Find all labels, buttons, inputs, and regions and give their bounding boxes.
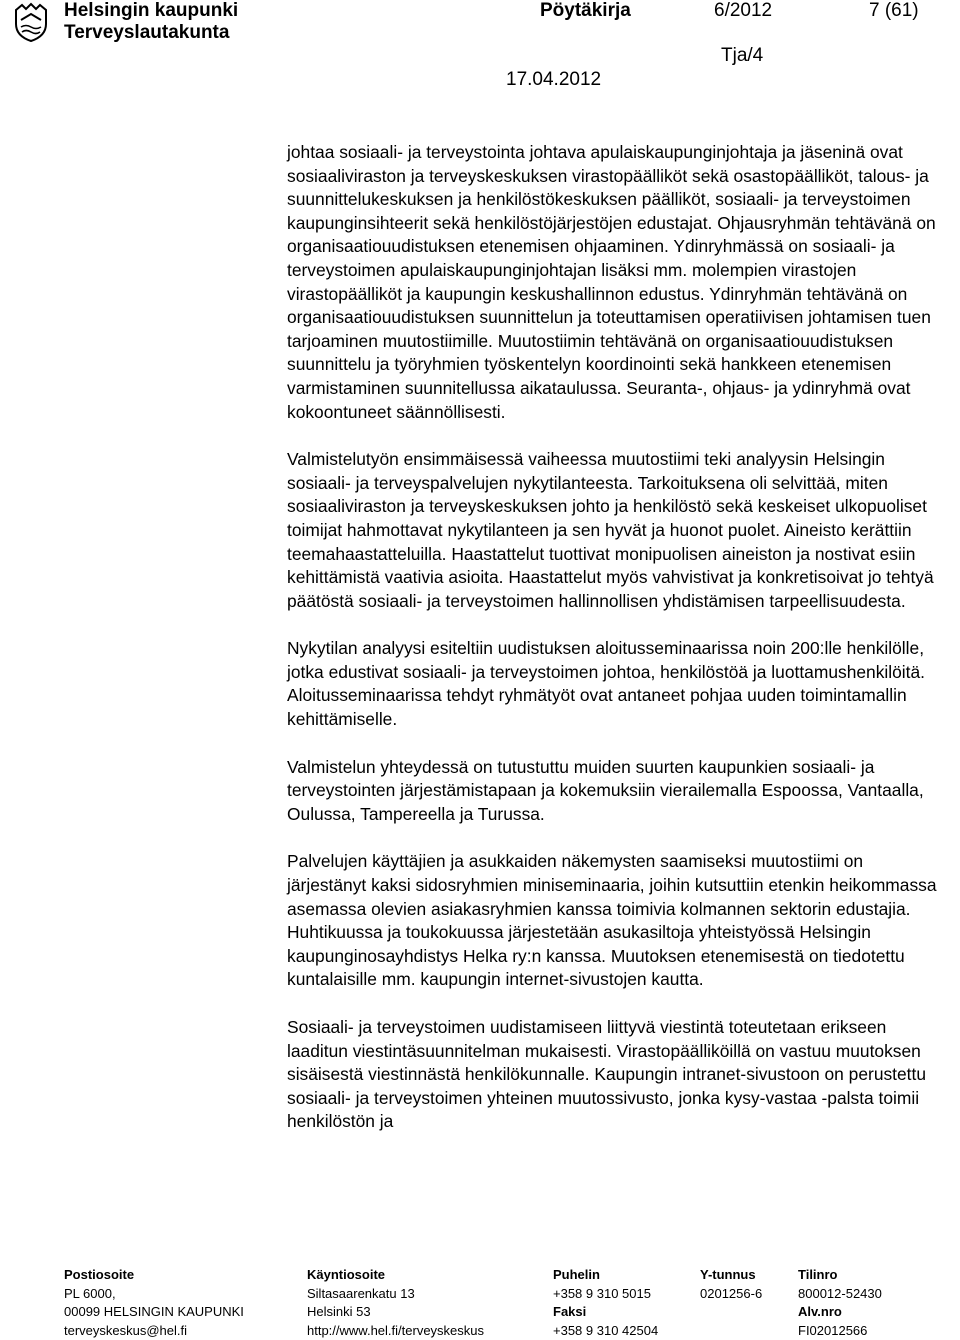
header-section: Tja/4 [721, 45, 763, 67]
footer-phone [553, 1266, 658, 1340]
footer-value: Siltasaarenkatu 13 [307, 1285, 484, 1304]
document-body [287, 141, 947, 1158]
footer-label: Tilinro [798, 1266, 882, 1285]
paragraph: Valmistelun yhteydessä on tutustuttu muiden suurten kaupunkien sosiaali- ja terveystointen järjestämistapaan ja kokemuksiin vierailemalla Espoossa, Vantaalla, Oulussa, Tampereella ja Turussa. [287, 756, 947, 827]
footer-label: Puhelin [553, 1266, 658, 1285]
footer-value: PL 6000, [64, 1285, 244, 1304]
footer-value: Helsinki 53 [307, 1303, 484, 1322]
footer-label: Käyntiosoite [307, 1266, 484, 1285]
paragraph: johtaa sosiaali- ja terveystointa johtava apulaiskaupunginjohtaja ja jäseninä ovat sosiaaliviraston ja terveyskeskuksen virastopäälliköt sekä osastopäälliköt, talous- ja suunnittelukeskuksen ja henkilöstökeskuksen päälliköt, sosiaali- ja terveystoimen kaupunginsihteerit sekä henkilöstöjärjestöjen edustajat. Ohjausryhmän tehtävänä on organisaatiouudistuksen etenemisen ohjaaminen. Ydinryhmässä on sosiaali- ja terveystoimen apulaiskaupunginjohtajan lisäksi mm. molempien virastojen virastopäälliköt ja kaupungin keskushallinnon edustus. Ydinryhmän tehtävänä on organisaatiouudistuksen suunnittelun ja toteuttamisen operatiivisen johtamisen tuen tarjoaminen muutostiimille. Muutostiimin tehtävänä on organisaatiouudistuksen suunnittelu ja työryhmien työskentelyn koordinointi sekä hankkeen etenemisen varmistaminen suunnitellussa aikataulussa. Seuranta-, ohjaus- ja ydinryhmä ovat kokoontuneet säännöllisesti. [287, 141, 947, 424]
header-board: Terveyslautakunta [64, 22, 229, 44]
footer-label: Postiosoite [64, 1266, 244, 1285]
footer-label: Faksi [553, 1303, 658, 1322]
footer-value: 0201256-6 [700, 1285, 762, 1304]
footer-value: 800012-52430 [798, 1285, 882, 1304]
footer-postal-address [64, 1266, 244, 1340]
footer-value: +358 9 310 42504 [553, 1322, 658, 1340]
footer-label: Alv.nro [798, 1303, 882, 1322]
footer-value: +358 9 310 5015 [553, 1285, 658, 1304]
footer-value: FI02012566 [798, 1322, 882, 1340]
paragraph: Nykytilan analyysi esiteltiin uudistuksen aloitusseminaarissa noin 200:lle henkilölle, jotka edustivat sosiaali- ja terveystoimen johtoa, henkilöstöä ja luottamushenkilöitä. Aloitusseminaarissa tehdyt ryhmätyöt ovat antaneet pohjaa uuden toimintamallin kehittämiselle. [287, 637, 947, 731]
footer-email: terveyskeskus@hel.fi [64, 1322, 244, 1340]
paragraph: Valmistelutyön ensimmäisessä vaiheessa muutostiimi teki analyysin Helsingin sosiaali- ja terveyspalvelujen nykytilanteesta. Tarkoituksena oli selvittää, miten sosiaaliviraston ja terveyskeskuksen johto ja henkilöstö sekä keskeiset ulkopuoliset toimijat hahmottavat nykytilanteen ja sen hyvät ja huonot puolet. Aineisto kerättiin teemahaastatteluilla. Haastattelut tuottivat monipuolisen aineiston ja nostivat esiin kehittämistä vaativia asioita. Haastattelut myös vahvistivat ja konkretisoivat jo tehtyä päätöstä sosiaali- ja terveystoimen hallinnollisen yhdistämisen tarpeellisuudesta. [287, 448, 947, 613]
paragraph: Sosiaali- ja terveystoimen uudistamiseen liittyvä viestintä toteutetaan erikseen laaditun viestintäsuunnitelman mukaisesti. Virastopäälliköillä on vastuu muutoksen sisäisestä viestinnästä henkilökunnalle. Kaupungin intranet-sivustoon on perustettu sosiaali- ja terveystoimen yhteinen muutossivusto, jonka kysy-vastaa -palsta toimii henkilöstön ja [287, 1016, 947, 1134]
header-doc-number: 6/2012 [714, 0, 772, 22]
footer-account [798, 1266, 882, 1340]
footer-value: 00099 HELSINGIN KAUPUNKI [64, 1303, 244, 1322]
helsinki-crest-icon [12, 2, 50, 42]
footer-business-id [700, 1266, 762, 1303]
header-doc-type: Pöytäkirja [540, 0, 631, 22]
paragraph: Palvelujen käyttäjien ja asukkaiden näkemysten saamiseksi muutostiimi on järjestänyt kaksi sidosryhmien miniseminaaria, joihin kutsuttiin etenkin heikommassa asemassa olevien asiakasryhmien kanssa toimivia kolmannen sektorin edustajia. Huhtikuussa ja toukokuussa järjestetään asukasiltoja yhteistyössä Helsingin kaupunginosayhdistys Helka ry:n kanssa. Muutoksen etenemisestä on tiedotettu kuntalaisille mm. kaupungin internet-sivustojen kautta. [287, 850, 947, 992]
header-date: 17.04.2012 [506, 69, 601, 91]
footer-website: http://www.hel.fi/terveyskeskus [307, 1322, 484, 1340]
header-org: Helsingin kaupunki [64, 0, 238, 22]
footer-label: Y-tunnus [700, 1266, 762, 1285]
header-page: 7 (61) [869, 0, 919, 22]
footer-visit-address [307, 1266, 484, 1340]
